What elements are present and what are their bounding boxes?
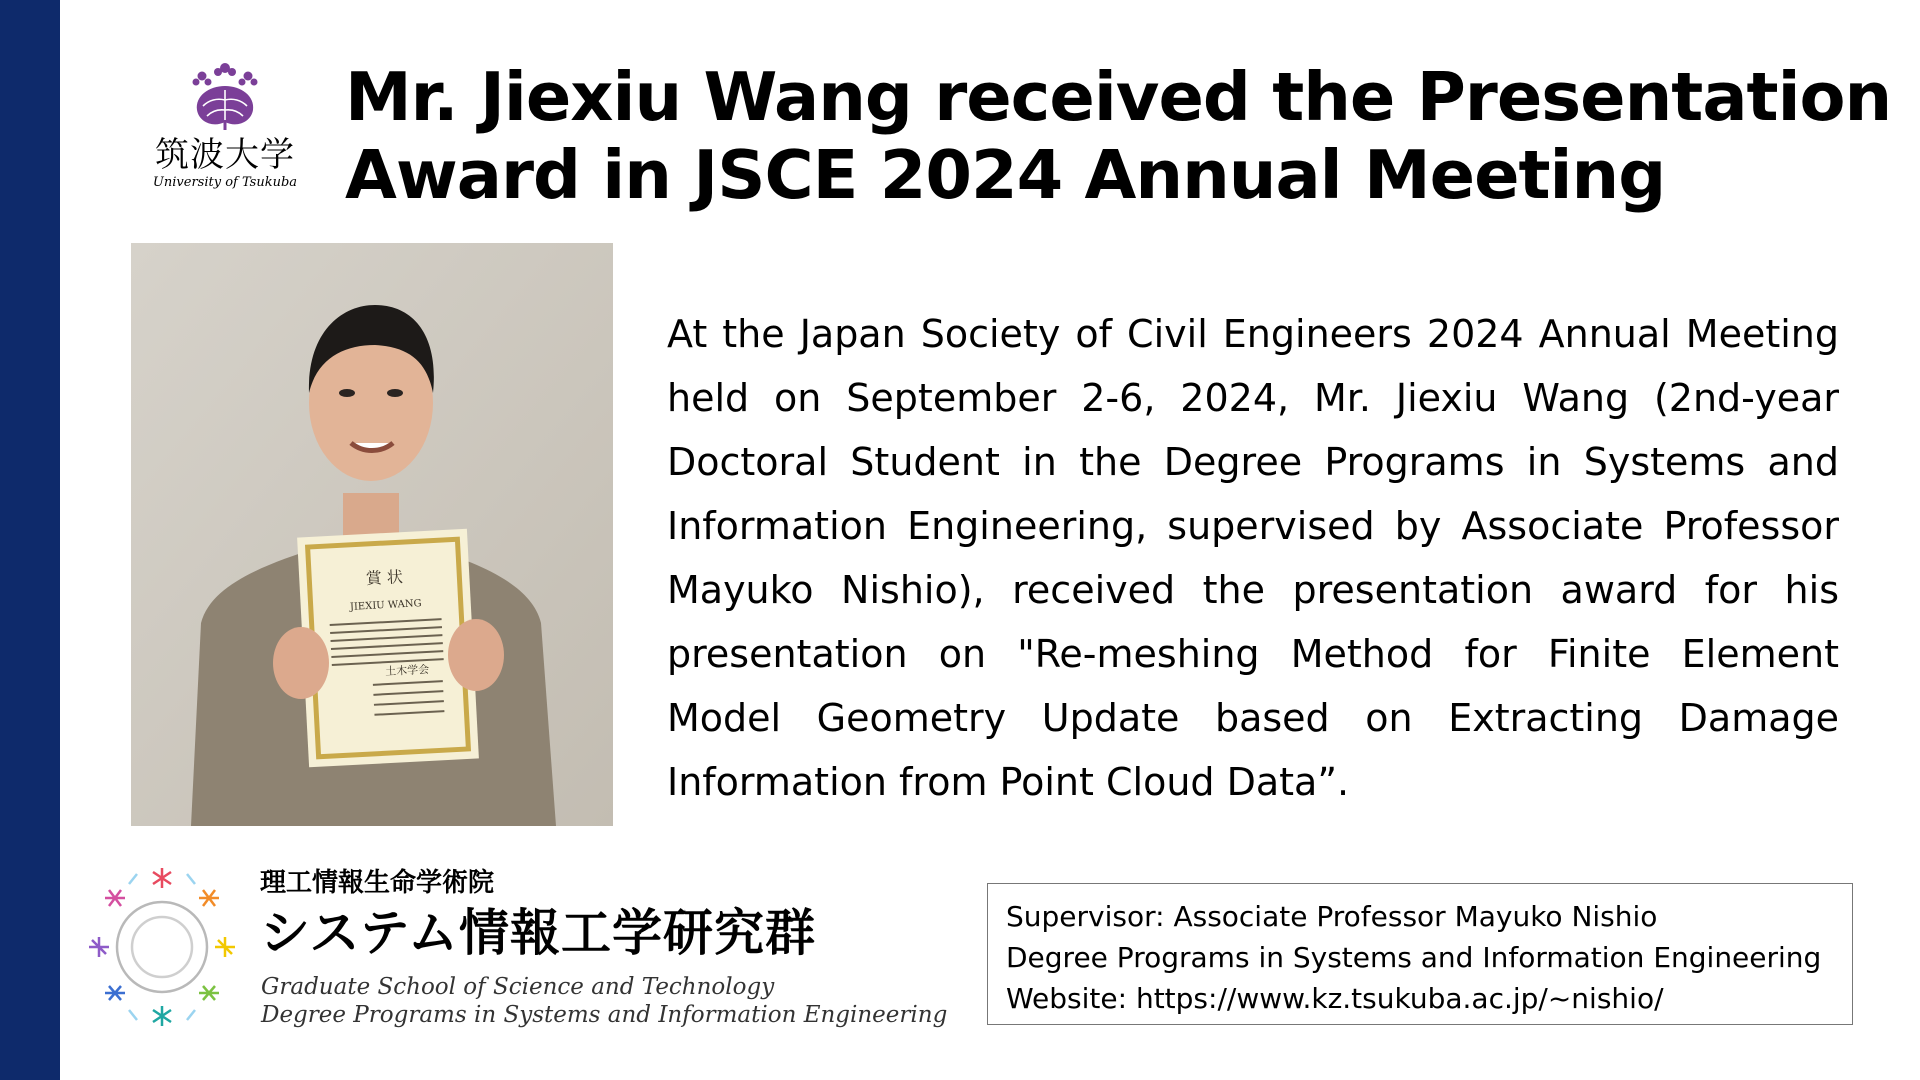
page-title bbox=[345, 58, 1892, 214]
website-line[interactable]: Website: https://www.kz.tsukuba.ac.jp/~nishio/ bbox=[1006, 982, 1664, 1015]
program-name-jp: システム情報工学研究群 bbox=[260, 904, 816, 962]
paulownia-emblem-icon bbox=[185, 60, 265, 132]
university-logo bbox=[145, 60, 305, 210]
award-description: At the Japan Society of Civil Engineers 2024 Annual Meeting held on September 2-6, 2024, Mr. Jiexiu Wang (2nd-year Doctoral Student in the Degree Programs in Systems and Information Engineering, supervised by Associate Professor Mayuko Nishio), received the presentation award for his presentation on "Re-meshing Method for Finite Element Model Geometry Update based on Extracting Damage Information from Point Cloud Data”. bbox=[667, 312, 1839, 804]
university-name-en: University of Tsukuba bbox=[152, 175, 298, 190]
supervisor-line: Supervisor: Associate Professor Mayuko Nishio bbox=[1006, 900, 1658, 933]
certificate-heading: 賞 状 bbox=[365, 567, 404, 589]
program-line: Degree Programs in Systems and Information Engineering bbox=[1006, 941, 1822, 974]
snowflake-ring-icon bbox=[75, 860, 250, 1035]
school-name-en: Graduate School of Science and Technology bbox=[261, 974, 775, 1000]
certificate-recipient: JIEXIU WANG bbox=[349, 598, 422, 613]
award-photo bbox=[131, 243, 613, 826]
academy-name-jp: 理工情報生命学術院 bbox=[260, 868, 495, 898]
supervisor-info-box bbox=[987, 883, 1853, 1025]
title-line-1: Mr. Jiexiu Wang received the Presentation bbox=[345, 58, 1892, 136]
certificate-issuer: 土木学会 bbox=[384, 662, 430, 679]
university-name-jp: 筑波大学 bbox=[155, 135, 295, 175]
person-with-certificate-illustration bbox=[131, 243, 613, 826]
program-name-en: Degree Programs in Systems and Information Engineering bbox=[261, 1002, 948, 1028]
side-accent-bar bbox=[0, 0, 60, 1080]
title-line-2: Award in JSCE 2024 Annual Meeting bbox=[345, 136, 1666, 214]
graduate-school-logo bbox=[75, 860, 965, 1040]
